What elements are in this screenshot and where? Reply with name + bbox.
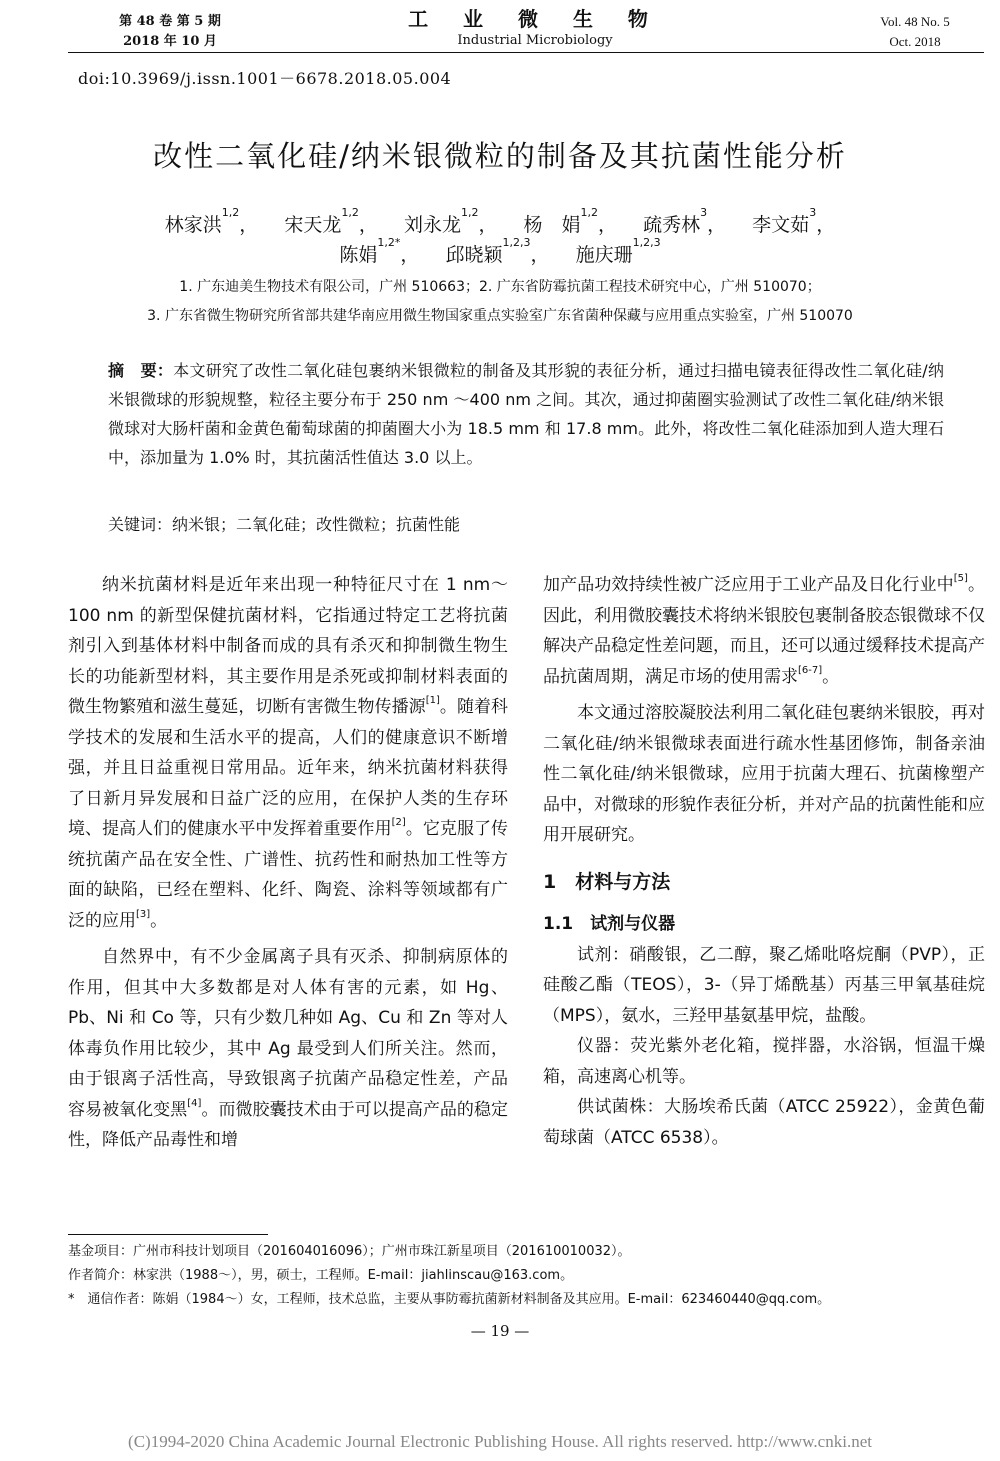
keywords — [108, 512, 944, 535]
header-issue-cn — [100, 12, 240, 52]
page-number: — 19 — — [470, 1322, 530, 1340]
keywords-label: 关键词： — [108, 515, 173, 534]
author: 刘永龙$^{1,2}$， — [403, 206, 498, 236]
copyright-watermark[interactable]: (C)1994-2020 China Academic Journal Electronic Publishing House. All rights reserved. http://www.cnki.net — [128, 1432, 872, 1451]
header-divider — [68, 52, 984, 53]
body-column-right — [543, 570, 985, 1153]
article-title: 改性二氧化硅/纳米银微粒的制备及其抗菌性能分析 — [153, 139, 847, 173]
footnote-divider — [68, 1234, 268, 1235]
paragraph-instruments: 仪器：荧光紫外老化箱，搅拌器，水浴锅，恒温干燥箱，高速离心机等。 — [543, 1036, 985, 1087]
footnote-author: 作者简介：林家洪（1988～），男，硕士，工程师。E-mail：jiahlinscau@163.com。 — [68, 1268, 574, 1283]
abstract — [108, 356, 944, 472]
body-column-left — [68, 570, 508, 1156]
affiliation-line2: 3. 广东省微生物研究所省部共建华南应用微生物国家重点实验室广东省菌种保藏与应用重点实验室，广州 510070 — [147, 308, 853, 324]
date-en: Oct. 2018 — [889, 34, 941, 49]
author: 李文茹$^3$， — [752, 206, 836, 236]
author: 施庆珊$^{1,2,3}$ — [575, 236, 661, 266]
journal-title-en: Industrial Microbiology — [457, 33, 613, 48]
affiliation-line1: 1. 广东迪美生物技术有限公司，广州 510663；2. 广东省防霉抗菌工程技术研究中心，广州 510070； — [179, 279, 821, 295]
footnote-fund: 基金项目：广州市科技计划项目（201604016096）；广州市珠江新星项目（201610010032）。 — [68, 1244, 631, 1259]
doi: doi:10.3969/j.issn.1001－6678.2018.05.004 — [78, 69, 452, 88]
date-cn: 2018 年 10 月 — [123, 34, 217, 49]
volume-cn: 第 48 卷 第 5 期 — [119, 14, 221, 29]
author: 杨 娟$^{1,2}$， — [523, 206, 618, 236]
subsection-heading: 1.1 试剂与仪器 — [543, 914, 676, 934]
citation[interactable]: [1] — [425, 695, 440, 706]
author: 宋天龙$^{1,2}$， — [284, 206, 378, 236]
paragraph-reagents: 试剂：硝酸银，乙二醇，聚乙烯吡咯烷酮（PVP），正硅酸乙酯（TEOS），3-（异丁烯酰基）丙基三甲氧基硅烷（MPS），氨水，三羟甲基氨基甲烷，盐酸。 — [543, 944, 985, 1026]
paragraph: 本文通过溶胶凝胶法利用二氧化硅包裹纳米银胶，再对二氧化硅/纳米银微球表面进行疏水性基团修饰，制备亲油性二氧化硅/纳米银微球，应用于抗菌大理石、抗菌橡塑产品中，对微球的形貌作表征分析，并对产品的抗菌性能和应用开展研究。 — [543, 703, 985, 845]
citation[interactable]: [4] — [187, 1097, 202, 1109]
author: 邱晓颖$^{1,2,3}$， — [445, 236, 550, 266]
abstract-text: 本文研究了改性二氧化硅包裹纳米银微粒的制备及其形貌的表征分析，通过扫描电镜表征得改性二氧化硅/纳米银微球的形貌规整，粒径主要分布于 250 nm ～400 nm 之间。其次，通过抑菌圈实验测试了改性二氧化硅/纳米银微球对大肠杆菌和金黄色葡萄球菌的抑菌圈大小为 18.5 mm 和 17.8 mm。此外，将改性二氧化硅添加到人造大理石中，添加量为 1.0% 时，其抗菌活性值达 3.0 以上。 — [108, 361, 944, 467]
paragraph: 纳米抗菌材料是近年来出现一种特征尺寸在 1 nm～100 nm 的新型保健抗菌材料，它指通过特定工艺将抗菌剂引入到基体材料中制备而成的具有杀灭和抑制微生物生长的功能新型材料，其主要作用是杀死或抑制材料表面的微生物繁殖和滋生蔓延，切断有害微生物传播源[1]。随着科学技术的发展和生活水平的提高，人们的健康意识不断增强，并且日益重视日常用品。近年来，纳米抗菌材料获得了日新月异发展和日益广泛的应用，在保护人类的生存环境、提高人们的健康水平中发挥着重要作用[2]。它克服了传统抗菌产品在安全性、广谱性、抗药性和耐热加工性等方面的缺陷，已经在塑料、化纤、陶瓷、涂料等领域都有广泛的应用[3]。 — [68, 575, 509, 931]
section-heading: 1 材料与方法 — [543, 870, 671, 893]
citation[interactable]: [5] — [953, 573, 968, 584]
citation[interactable]: [3] — [136, 908, 151, 920]
author: 林家洪$^{1,2}$， — [164, 206, 259, 236]
paragraph-strains: 供试菌株：大肠埃希氏菌（ATCC 25922），金黄色葡萄球菌（ATCC 6538）。 — [543, 1097, 985, 1148]
footnote-corresponding: * 通信作者：陈娟（1984～）女，工程师，技术总监，主要从事防霉抗菌新材料制备及其应用。E-mail：623460440@qq.com。 — [68, 1292, 831, 1307]
author-list-line2 — [0, 236, 1000, 267]
author: 疏秀林$^3$， — [643, 206, 727, 236]
author-list-line1 — [0, 206, 1000, 237]
citation[interactable]: [2] — [391, 817, 406, 828]
author: 陈娟$^{1,2*}$， — [339, 236, 420, 266]
footnotes — [68, 1240, 998, 1312]
header-journal — [400, 6, 670, 50]
paragraph: 自然界中，有不少金属离子具有灭杀、抑制病原体的作用，但其中大多数都是对人体有害的元素，如 Hg、Pb、Ni 和 Co 等，只有少数几种如 Ag、Cu 和 Zn 等对人体毒负作用比较少，其中 Ag 最受到人们所关注。然而，由于银离子活性高，导致银离子抗菌产品稳定性差，产品容易被氧化变黑[4]。而微胶囊技术由于可以提高产品的稳定性，降低产品毒性和增 — [68, 947, 509, 1150]
abstract-label: 摘 要： — [108, 361, 174, 380]
citation[interactable]: [6-7] — [798, 664, 823, 676]
header-issue-en — [860, 12, 970, 52]
keywords-text: 纳米银；二氧化硅；改性微粒；抗菌性能 — [172, 515, 461, 534]
volume-en: Vol. 48 No. 5 — [880, 14, 950, 29]
paragraph: 加产品功效持续性被广泛应用于工业产品及日化行业中[5]。因此，利用微胶囊技术将纳米银胶包裹制备胶态银微球不仅解决产品稳定性差问题，而且，还可以通过缓释技术提高产品抗菌周期，满足市场的使用需求[6-7]。 — [543, 573, 986, 687]
journal-title-cn: 工 业 微 生 物 — [408, 7, 662, 31]
